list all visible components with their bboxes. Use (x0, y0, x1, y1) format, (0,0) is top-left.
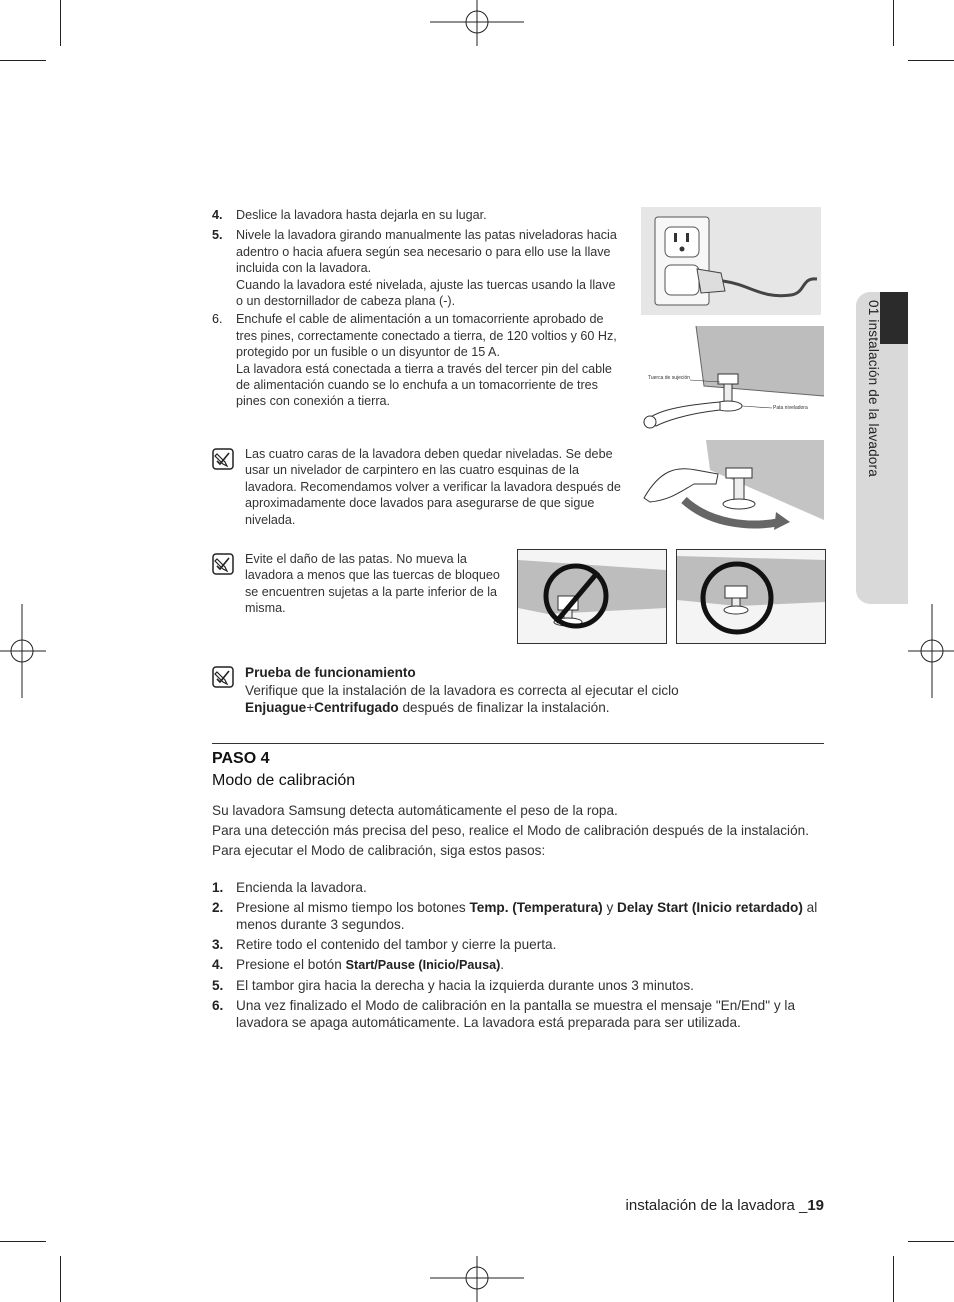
calibration-steps (212, 879, 824, 1034)
list-item (212, 879, 824, 896)
note-leg-damage: Evite el daño de las patas. No mueva la lavadora a menos que las tuercas de bloqueo se encuentren sujetas a la parte inferior de la misma. (245, 552, 500, 616)
step-number: 4. (212, 208, 223, 222)
paragraph: Su lavadora Samsung detecta automáticamente el peso de la ropa. (212, 803, 618, 818)
crop-mark (0, 60, 46, 61)
list-item (212, 207, 622, 223)
step-text: Cuando la lavadora esté nivelada, ajuste las tuercas usando la llave o un destornillador de cabeza plana (-). (236, 277, 616, 309)
section-title: PASO 4 (212, 750, 270, 767)
step-number: 6. (212, 312, 223, 327)
step-text: Presione el botón (236, 957, 346, 972)
registration-mark-right (908, 604, 954, 698)
hand-adjust-illustration (640, 440, 826, 538)
step-text: al menos durante 3 segundos. (236, 900, 818, 932)
note-pencil-icon (212, 448, 234, 470)
list-item (212, 899, 824, 933)
leveling-leg-illustration (634, 326, 826, 432)
step-text: Presione al mismo tiempo los botones (236, 900, 470, 915)
correct-move-illustration (676, 549, 826, 644)
note-leveling: Las cuatro caras de la lavadora deben quedar niveladas. Se debe usar un nivelador de carpintero en las cuatro esquinas de la lavadora. Recomendamos volver a verificar la lavadora después de aproximadamente doce lavados para asegurarse de que sigue nivelada. (245, 447, 621, 527)
step-number: 4. (212, 957, 224, 972)
step-text: Encienda la lavadora. (236, 880, 367, 895)
note-bold: Enjuague (245, 700, 307, 715)
note-text: + (306, 700, 315, 715)
crop-mark (908, 60, 954, 61)
button-name-delay-start: Delay Start (Inicio retardado) (617, 900, 803, 915)
installation-steps (212, 207, 622, 412)
step-number: 3. (212, 937, 224, 952)
note-title: Prueba de funcionamiento (245, 665, 416, 680)
step-number: 5. (212, 978, 224, 993)
paragraph: Para ejecutar el Modo de calibración, siga estos pasos: (212, 843, 546, 858)
label-nut: Tuerca de sujeción (648, 375, 691, 381)
list-item (212, 977, 824, 994)
step-text: La lavadora está conectada a tierra a través del tercer pin del cable de alimentación cuando se lo enchufa a un tomacorriente de tres pines con conexión a tierra. (236, 361, 612, 409)
note-text: después de finalizar la instalación. (398, 700, 610, 715)
crop-mark (60, 0, 61, 46)
note-pencil-icon (212, 666, 234, 688)
incorrect-move-illustration (517, 549, 667, 644)
registration-mark-bottom (430, 1256, 524, 1302)
note-bold: Centrifugado (314, 700, 399, 715)
section-subtitle: Modo de calibración (212, 772, 356, 789)
crop-mark (0, 1241, 46, 1242)
note-text: Verifique que la instalación de la lavadora es correcta al ejecutar el ciclo (245, 682, 679, 698)
button-name-start-pause: Start/Pause (Inicio/Pausa) (345, 958, 501, 972)
step-text: El tambor gira hacia la derecha y hacia la izquierda durante unos 3 minutos. (236, 978, 694, 993)
registration-mark-left (0, 604, 46, 698)
step-text: Retire todo el contenido del tambor y cierre la puerta. (236, 937, 557, 952)
step-text: Deslice la lavadora hasta dejarla en su lugar. (236, 208, 487, 222)
crop-mark (893, 0, 894, 46)
list-item (212, 936, 824, 953)
step-text: Enchufe el cable de alimentación a un tomacorriente aprobado de tres pines, correctamente conectado a tierra, de 120 voltios y 60 Hz, protegido por un fusible o un disyuntor de 15 A. (236, 312, 617, 360)
step-text: . (500, 957, 505, 972)
step-number: 5. (212, 228, 223, 243)
note-test-run (245, 664, 805, 717)
chapter-tab-label: 01 instalación de la lavadora (866, 300, 881, 477)
label-leg: Pata niveladora (773, 405, 808, 411)
list-item (212, 311, 622, 409)
list-item (212, 997, 824, 1031)
crop-mark (60, 1256, 61, 1302)
step-text: Una vez finalizado el Modo de calibración en la pantalla se muestra el mensaje "En/End" y la lavadora se apaga automáticamente. La lavadora está preparada para ser utilizada. (236, 998, 796, 1030)
page-number: 19 (807, 1197, 824, 1214)
page-footer (560, 1197, 824, 1214)
crop-mark (908, 1241, 954, 1242)
step-number: 6. (212, 998, 224, 1013)
button-name-temp: Temp. (Temperatura) (469, 900, 603, 915)
calibration-intro (212, 802, 824, 862)
step-text: y (602, 900, 618, 915)
note-pencil-icon (212, 553, 234, 575)
crop-mark (893, 1256, 894, 1302)
section-divider (212, 743, 824, 744)
paragraph: Para una detección más precisa del peso, realice el Modo de calibración después de la instalación. (212, 823, 809, 838)
chapter-tab-marker (880, 292, 908, 344)
registration-mark-top (430, 0, 524, 46)
step-number: 1. (212, 880, 224, 895)
footer-text: instalación de la lavadora _ (625, 1197, 808, 1214)
list-item (212, 956, 824, 974)
step-text: Nivele la lavadora girando manualmente las patas niveladoras hacia adentro o hacia afuera según sea necesario o para ello use la llave incluida con la lavadora. (236, 228, 617, 276)
outlet-plug-illustration (641, 207, 821, 315)
step-number: 2. (212, 900, 224, 915)
list-item (212, 227, 622, 309)
